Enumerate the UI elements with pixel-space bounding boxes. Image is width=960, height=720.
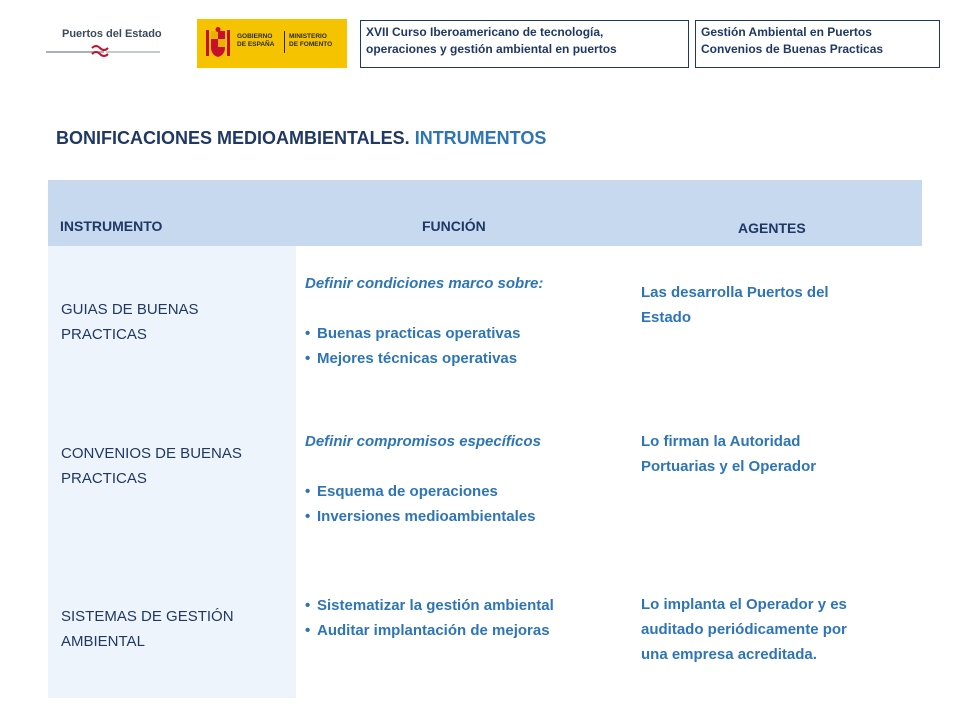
row2-funcion-list (305, 479, 625, 529)
puertos-logo-text: Puertos del Estado (62, 28, 162, 40)
list-item: • Mejores técnicas operativas (305, 346, 625, 371)
header-instrumento: INSTRUMENTO (60, 218, 163, 234)
course-title-line2: operaciones y gestión ambiental en puertos (366, 42, 617, 56)
slide-title-accent: INTRUMENTOS (414, 128, 547, 148)
puertos-logo-wave-icon (44, 42, 162, 62)
list-item: • Sistematizar la gestión ambiental (305, 593, 625, 618)
row3-agentes (641, 592, 911, 667)
ministerio-text: MINISTERIO DE FOMENTO (289, 33, 333, 48)
row1-instrumento (61, 297, 291, 347)
row1-instrumento-line2: PRACTICAS (61, 326, 147, 343)
row2-agentes (641, 429, 911, 479)
topic-line1: Gestión Ambiental en Puertos (701, 25, 872, 39)
course-title-line1: XVII Curso Iberoamericano de tecnología, (366, 25, 604, 39)
slide-title (56, 128, 546, 149)
slide-title-main: BONIFICACIONES MEDIOAMBIENTALES. (56, 128, 410, 148)
list-item: • Inversiones medioambientales (305, 504, 625, 529)
topic-box (695, 20, 940, 68)
row2-agentes-line1: Lo firman la Autoridad (641, 433, 801, 450)
row1-agentes-line2: Estado (641, 309, 692, 326)
course-title-box (360, 20, 689, 68)
list-item: • Esquema de operaciones (305, 479, 625, 504)
row2-agentes-line2: Portuarias y el Operador (641, 458, 817, 475)
header-agentes: AGENTES (738, 220, 806, 236)
row1-agentes-line1: Las desarrolla Puertos del (641, 284, 829, 301)
row3-instrumento (61, 604, 291, 654)
row3-funcion-list (305, 593, 625, 643)
logo-separator (284, 31, 285, 53)
row2-instrumento-line2: PRACTICAS (61, 470, 147, 487)
puertos-del-estado-logo (44, 24, 162, 64)
row1-agentes (641, 280, 911, 330)
row3-instrumento-line1: SISTEMAS DE GESTIÓN (61, 608, 234, 625)
row2-funcion (305, 429, 625, 529)
list-item: • Auditar implantación de mejoras (305, 618, 625, 643)
row2-instrumento-line1: CONVENIOS DE BUENAS (61, 445, 242, 462)
list-item: • Buenas practicas operativas (305, 321, 625, 346)
gobierno-text: GOBIERNO DE ESPAÑA (237, 33, 275, 48)
row3-agentes-line1: Lo implanta el Operador y es (641, 596, 847, 613)
topic-line2: Convenios de Buenas Practicas (701, 42, 884, 56)
header-funcion: FUNCIÓN (422, 218, 486, 234)
row3-instrumento-line2: AMBIENTAL (61, 633, 145, 650)
row2-instrumento (61, 441, 291, 491)
gobierno-espana-logo (197, 19, 347, 68)
coat-of-arms-icon (205, 27, 231, 60)
row1-funcion-intro: Definir condiciones marco sobre: (305, 275, 544, 292)
row3-funcion (305, 593, 625, 643)
row3-agentes-line2: auditado periódicamente por (641, 621, 847, 638)
row2-funcion-intro: Definir compromisos específicos (305, 433, 541, 450)
row1-funcion-list (305, 321, 625, 371)
row1-funcion (305, 271, 625, 371)
row3-agentes-line3: una empresa acreditada. (641, 646, 817, 663)
row1-instrumento-line1: GUIAS DE BUENAS (61, 301, 199, 318)
table-header (48, 180, 922, 246)
